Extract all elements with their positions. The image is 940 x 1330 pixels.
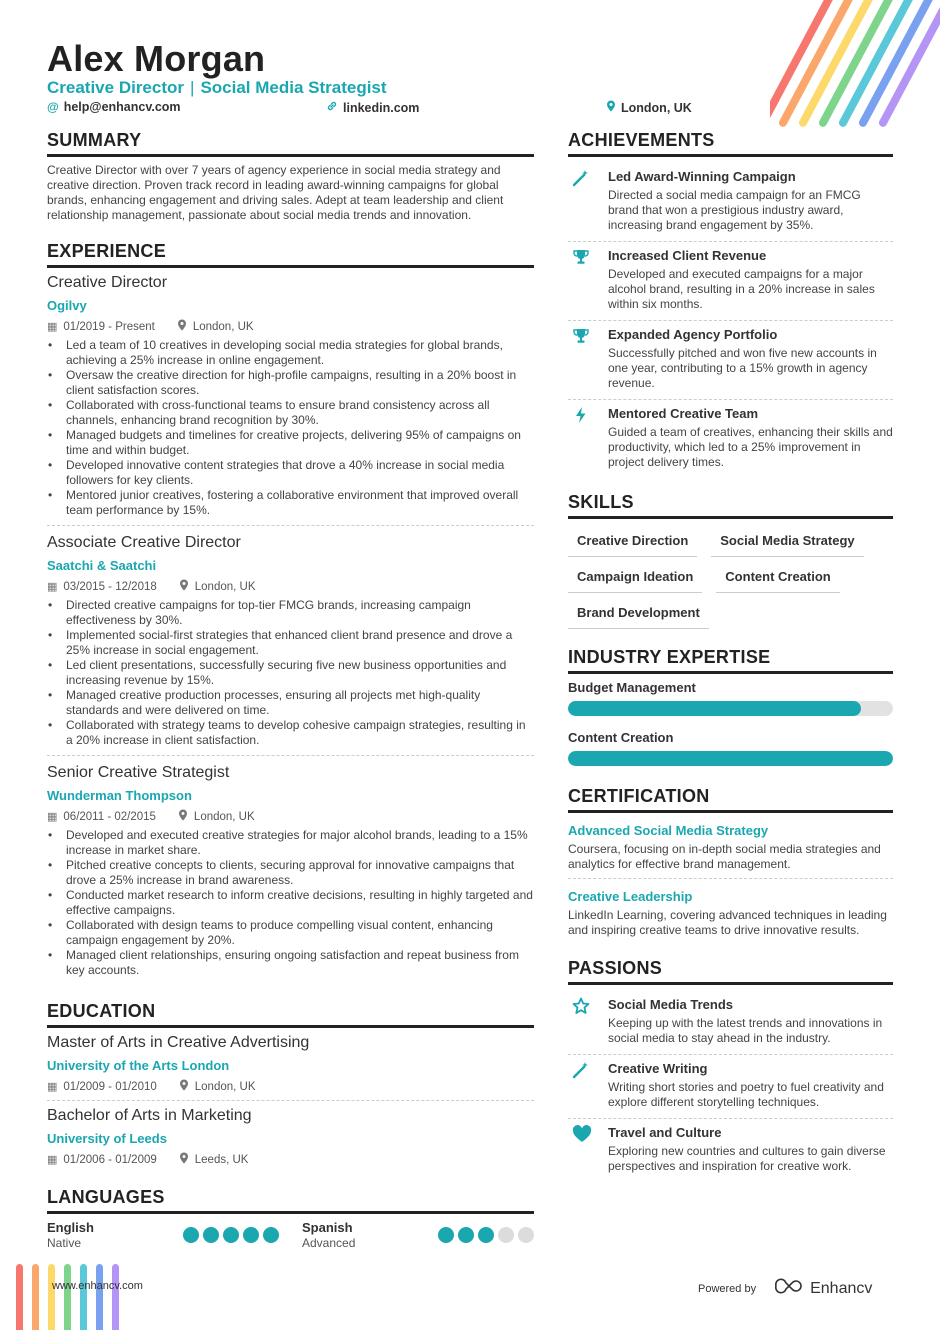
job-meta xyxy=(47,319,534,334)
calendar-icon: ▦ xyxy=(47,811,58,823)
magic-wand-icon xyxy=(568,169,608,233)
left-column xyxy=(47,130,534,1264)
education-entry xyxy=(47,1034,534,1101)
candidate-name: Alex Morgan xyxy=(47,38,266,79)
degree-title: Master of Arts in Creative Advertising xyxy=(47,1034,310,1051)
education-entry xyxy=(47,1107,534,1173)
trophy-icon xyxy=(568,327,608,391)
bullet-item: • Collaborated with cross-functional teams to ensure brand consistency across all channels, enhancing brand recognition by 30%. xyxy=(47,398,534,428)
achievements-title: ACHIEVEMENTS xyxy=(568,130,893,157)
powered-by xyxy=(698,1278,872,1299)
achievement-item xyxy=(568,400,893,478)
passion-title: Travel and Culture xyxy=(608,1125,722,1140)
achievement-text: Guided a team of creatives, enhancing their skills and productivity, which led to a 25% improvement in project delivery times. xyxy=(608,425,893,469)
experience-section xyxy=(47,241,534,985)
job-dates: 06/2011 - 02/2015 xyxy=(63,810,156,823)
experience-entry xyxy=(47,534,534,756)
achievements-section xyxy=(568,130,893,478)
achievement-item xyxy=(568,321,893,400)
bullet-item: • Led client presentations, successfully securing five new business opportunities and increasing revenue by 15%. xyxy=(47,658,534,688)
location-pin-icon xyxy=(179,1079,189,1094)
expertise-title: INDUSTRY EXPERTISE xyxy=(568,647,893,674)
email-text: help@enhancv.com xyxy=(63,100,181,114)
education-dates: 01/2006 - 01/2009 xyxy=(63,1153,157,1166)
bullet-item: • Led a team of 10 creatives in developing social media strategies for global brands, achieving a 25% increase in online engagement. xyxy=(47,338,534,368)
skill-tag: Campaign Ideation xyxy=(568,561,702,593)
calendar-icon: ▦ xyxy=(47,321,58,333)
skill-tag: Social Media Strategy xyxy=(711,525,863,557)
education-meta xyxy=(47,1152,534,1167)
bullet-item: • Oversaw the creative direction for high-profile campaigns, resulting in a 20% boost in client satisfaction scores. xyxy=(47,368,534,398)
achievement-title: Led Award-Winning Campaign xyxy=(608,169,796,184)
proficiency-dots xyxy=(438,1227,534,1243)
summary-section xyxy=(47,130,534,223)
headline-role-2: Social Media Strategist xyxy=(200,78,387,97)
proficiency-dot-filled xyxy=(438,1227,454,1243)
company-name: Wunderman Thompson xyxy=(47,788,192,803)
certification-section xyxy=(568,786,893,944)
powered-by-text: Powered by xyxy=(698,1282,757,1295)
bullet-item: • Conducted market research to inform creative decisions, resulting in highly targeted and effective campaigns. xyxy=(47,888,534,918)
certification-title: CERTIFICATION xyxy=(568,786,893,813)
headline xyxy=(47,78,387,98)
passion-item xyxy=(568,1055,893,1119)
bullet-item: • Implemented social-first strategies that enhanced client brand presence and drove a 25% increase in social engagement. xyxy=(47,628,534,658)
expertise-bar xyxy=(568,701,893,716)
star-icon xyxy=(568,997,608,1046)
job-location: London, UK xyxy=(193,810,255,823)
proficiency-dot-empty xyxy=(518,1227,534,1243)
school-name: University of the Arts London xyxy=(47,1058,230,1073)
passion-title: Creative Writing xyxy=(608,1061,708,1076)
passion-item xyxy=(568,991,893,1055)
education-dates: 01/2009 - 01/2010 xyxy=(63,1080,157,1093)
passions-title: PASSIONS xyxy=(568,958,893,985)
degree-title: Bachelor of Arts in Marketing xyxy=(47,1107,252,1124)
bullet-item: • Managed creative production processes, ensuring all projects met high-quality standards and were delivered on time. xyxy=(47,688,534,718)
job-meta xyxy=(47,579,534,594)
achievement-text: Developed and executed campaigns for a major alcohol brand, resulting in a 20% increase in sales within six months. xyxy=(608,267,875,311)
right-column xyxy=(568,130,893,1196)
bullet-item: • Collaborated with design teams to produce compelling visual content, enhancing campaign engagement by 20%. xyxy=(47,918,534,948)
bullet-item: • Pitched creative concepts to clients, securing approval for innovative campaigns that drove a 25% increase in brand awareness. xyxy=(47,858,534,888)
job-location: London, UK xyxy=(194,580,256,593)
passion-text: Exploring new countries and cultures to gain diverse perspectives and inspiration for creative work. xyxy=(608,1144,886,1173)
footer-url[interactable]: www.enhancv.com xyxy=(52,1280,143,1292)
decorative-stripes-top xyxy=(770,0,940,150)
languages-section xyxy=(47,1187,534,1250)
lightning-icon xyxy=(568,406,608,470)
certification-text: Coursera, focusing on in-depth social media strategies and analytics for effective brand management. xyxy=(568,842,881,871)
calendar-icon: ▦ xyxy=(47,581,58,593)
skill-tag: Creative Direction xyxy=(568,525,697,557)
bullet-item: • Directed creative campaigns for top-tier FMCG brands, increasing campaign effectiveness by 30%. xyxy=(47,598,534,628)
expertise-label: Content Creation xyxy=(568,730,674,745)
proficiency-dot-filled xyxy=(263,1227,279,1243)
experience-title: EXPERIENCE xyxy=(47,241,534,268)
achievement-item xyxy=(568,163,893,242)
calendar-icon: ▦ xyxy=(47,1081,58,1093)
enhancv-brand-text: Enhancv xyxy=(810,1279,873,1297)
trophy-icon xyxy=(568,248,608,312)
contact-linkedin[interactable] xyxy=(326,100,419,115)
summary-title: SUMMARY xyxy=(47,130,534,157)
proficiency-dots xyxy=(183,1227,279,1243)
job-title: Associate Creative Director xyxy=(47,534,241,551)
achievement-text: Successfully pitched and won five new accounts in one year, contributing to a 15% growth in agency revenue. xyxy=(608,346,877,390)
job-dates: 01/2019 - Present xyxy=(63,320,155,333)
job-location: London, UK xyxy=(192,320,254,333)
proficiency-dot-filled xyxy=(458,1227,474,1243)
certification-text: LinkedIn Learning, covering advanced techniques in leading and inspiring creative teams to drive innovative results. xyxy=(568,908,887,937)
bullet-item: • Developed and executed creative strategies for major alcohol brands, leading to a 15% increase in market share. xyxy=(47,828,534,858)
achievement-title: Expanded Agency Portfolio xyxy=(608,327,778,342)
achievement-title: Increased Client Revenue xyxy=(608,248,767,263)
passions-section xyxy=(568,958,893,1182)
education-section xyxy=(47,1001,534,1173)
experience-entry xyxy=(47,274,534,526)
passion-text: Keeping up with the latest trends and innovations in social media to stay ahead in the industry. xyxy=(608,1016,883,1045)
bullet-item: • Mentored junior creatives, fostering a collaborative environment that improved overall team performance by 15%. xyxy=(47,488,534,518)
achievement-title: Mentored Creative Team xyxy=(608,406,759,421)
bullet-item: • Managed client relationships, ensuring ongoing satisfaction and repeat business from key accounts. xyxy=(47,948,534,978)
expertise-bar xyxy=(568,751,893,766)
job-bullets xyxy=(47,598,534,748)
expertise-bar-fill xyxy=(568,751,893,766)
education-meta xyxy=(47,1079,534,1094)
bullet-item: • Developed innovative content strategies that drove a 40% increase in social media followers for key clients. xyxy=(47,458,534,488)
achievement-item xyxy=(568,242,893,321)
language-level: Native xyxy=(47,1236,82,1250)
achievement-text: Directed a social media campaign for an FMCG brand that won a prestigious industry award, increasing brand engagement by 35%. xyxy=(608,188,861,232)
bullet-item: • Collaborated with strategy teams to develop cohesive campaign strategies, resulting in a 20% increase in client satisfaction. xyxy=(47,718,534,748)
language-name: English xyxy=(47,1220,94,1235)
experience-entry xyxy=(47,764,534,985)
skills-section xyxy=(568,492,893,633)
job-meta xyxy=(47,809,534,824)
linkedin-text: linkedin.com xyxy=(343,100,420,115)
proficiency-dot-filled xyxy=(203,1227,219,1243)
skill-tag: Brand Development xyxy=(568,597,709,629)
contact-email[interactable] xyxy=(47,100,181,114)
at-icon: @ xyxy=(47,100,59,114)
education-location: Leeds, UK xyxy=(194,1153,249,1166)
skill-tag: Content Creation xyxy=(716,561,839,593)
certification-name: Creative Leadership xyxy=(568,889,693,904)
headline-separator: | xyxy=(190,78,195,97)
job-title: Creative Director xyxy=(47,274,168,291)
bullet-item: • Managed budgets and timelines for creative projects, delivering 95% of campaigns on time and within budget. xyxy=(47,428,534,458)
passion-item xyxy=(568,1119,893,1182)
company-name: Saatchi & Saatchi xyxy=(47,558,157,573)
link-icon xyxy=(326,100,338,115)
certification-item xyxy=(568,819,893,879)
certification-name: Advanced Social Media Strategy xyxy=(568,823,769,838)
job-dates: 03/2015 - 12/2018 xyxy=(63,580,157,593)
calendar-icon: ▦ xyxy=(47,1154,58,1166)
expertise-bar-fill xyxy=(568,701,861,716)
location-pin-icon xyxy=(179,579,189,594)
enhancv-logo-icon xyxy=(774,1278,804,1299)
enhancv-logo[interactable] xyxy=(774,1278,872,1299)
proficiency-dot-filled xyxy=(478,1227,494,1243)
school-name: University of Leeds xyxy=(47,1131,167,1146)
proficiency-dot-empty xyxy=(498,1227,514,1243)
job-title: Senior Creative Strategist xyxy=(47,764,230,781)
skills-title: SKILLS xyxy=(568,492,893,519)
languages-list xyxy=(47,1220,534,1250)
languages-title: LANGUAGES xyxy=(47,1187,534,1214)
passion-text: Writing short stories and poetry to fuel creativity and explore different storytelling techniques. xyxy=(608,1080,884,1109)
skills-list xyxy=(568,525,893,633)
education-location: London, UK xyxy=(194,1080,256,1093)
education-title: EDUCATION xyxy=(47,1001,534,1028)
language-name: Spanish xyxy=(302,1220,353,1235)
summary-text: Creative Director with over 7 years of agency experience in social media strategy and creative direction. Proven track record in leading award-winning campaigns for global brands, enhancing engagement and driving sales. Adept at team leadership and client relationship management, passionate about social media trends and innovation. xyxy=(47,163,504,222)
location-pin-icon xyxy=(178,809,188,824)
job-bullets xyxy=(47,338,534,518)
language-item xyxy=(47,1220,279,1250)
decorative-stripes-bottom xyxy=(14,1258,124,1330)
certification-item xyxy=(568,885,893,944)
expertise-label: Budget Management xyxy=(568,680,696,695)
magic-wand-icon xyxy=(568,1061,608,1110)
proficiency-dot-filled xyxy=(183,1227,199,1243)
location-pin-icon xyxy=(606,100,616,115)
contact-location xyxy=(606,100,692,115)
company-name: Ogilvy xyxy=(47,298,87,313)
heart-icon xyxy=(568,1125,608,1174)
expertise-section xyxy=(568,647,893,766)
headline-role-1: Creative Director xyxy=(47,78,185,97)
location-pin-icon xyxy=(177,319,187,334)
location-text: London, UK xyxy=(621,100,692,115)
passion-title: Social Media Trends xyxy=(608,997,733,1012)
location-pin-icon xyxy=(179,1152,189,1167)
language-item xyxy=(302,1220,534,1250)
job-bullets xyxy=(47,828,534,978)
proficiency-dot-filled xyxy=(243,1227,259,1243)
language-level: Advanced xyxy=(302,1236,356,1250)
proficiency-dot-filled xyxy=(223,1227,239,1243)
